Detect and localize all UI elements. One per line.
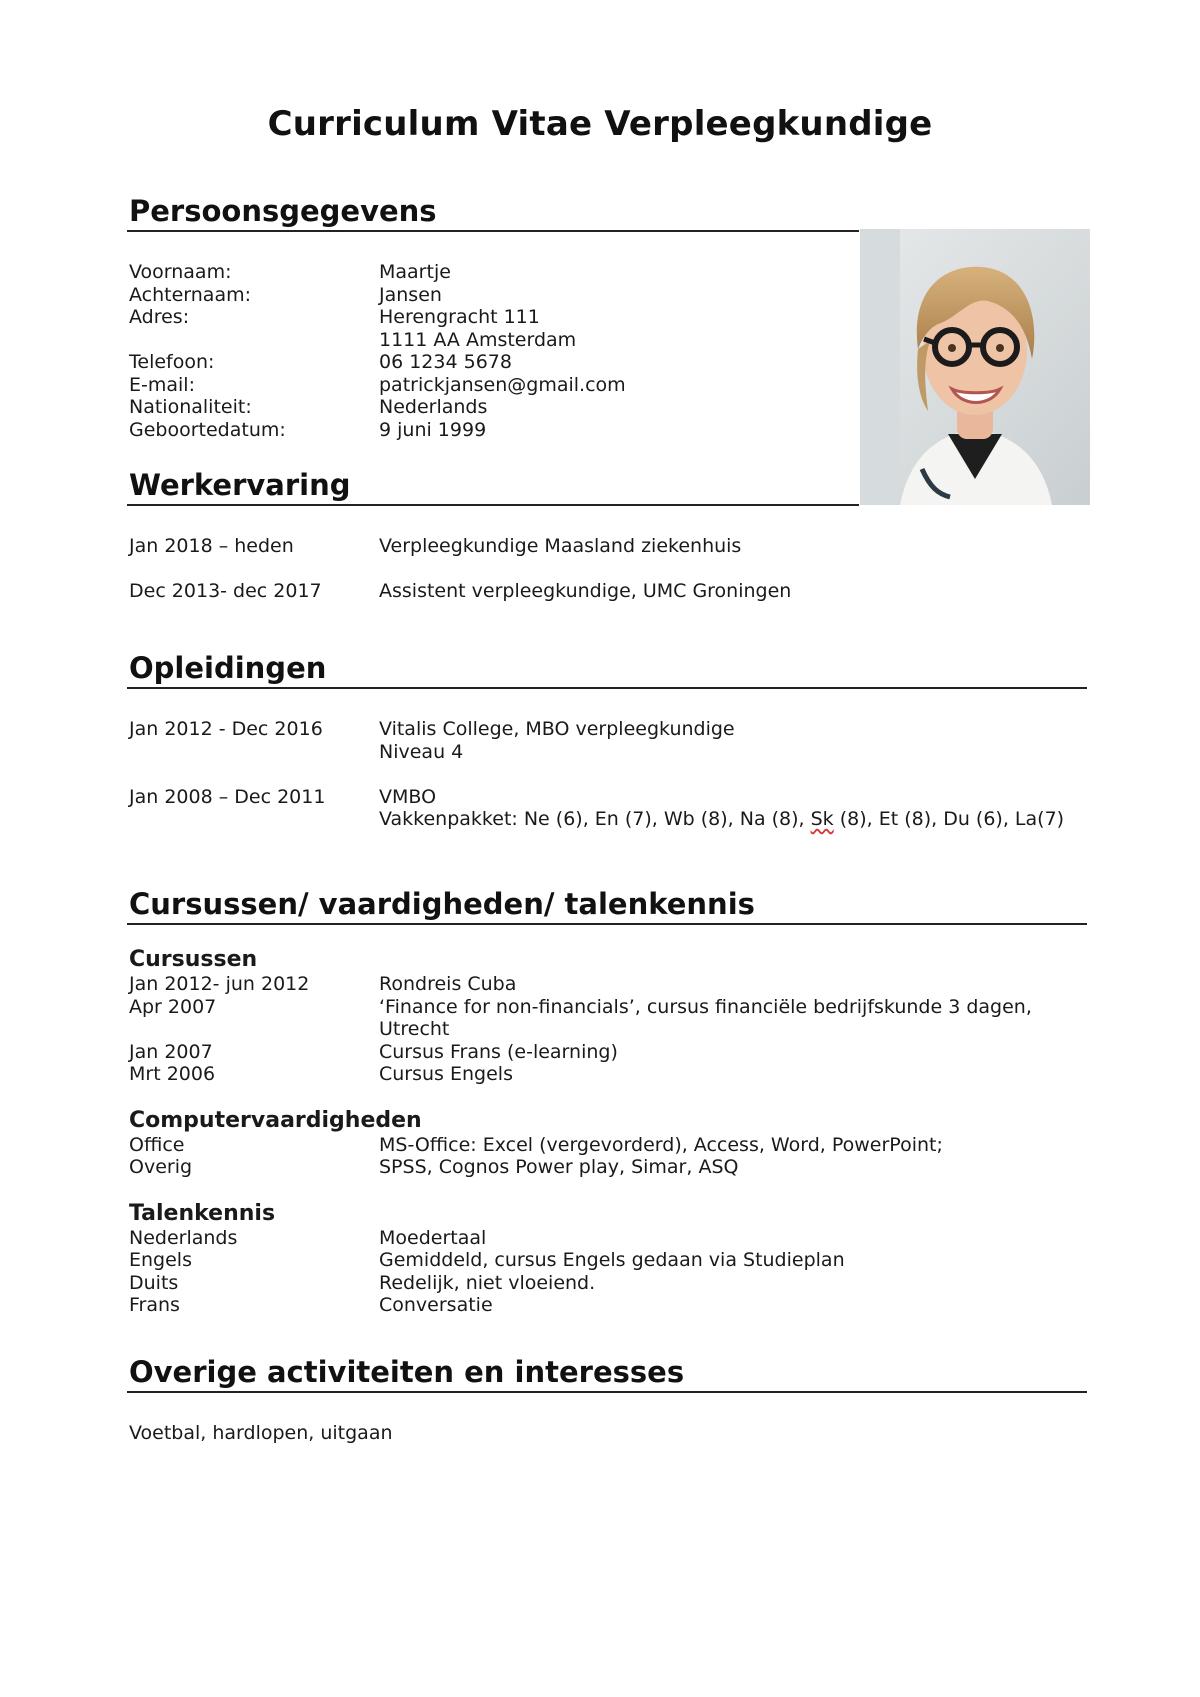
personal-value: Maartje bbox=[379, 261, 451, 283]
personal-value: patrickjansen@gmail.com bbox=[379, 373, 626, 396]
subheading-courses: Cursussen bbox=[129, 947, 258, 972]
education-detail: Niveau 4 bbox=[379, 740, 464, 763]
language-level: Conversatie bbox=[379, 1294, 493, 1316]
work-role: Assistent verpleegkundige, UMC Groningen bbox=[379, 580, 792, 602]
work-row bbox=[127, 580, 1087, 603]
spellcheck-word: Sk bbox=[810, 808, 834, 830]
course-row bbox=[127, 1018, 1087, 1041]
education-row bbox=[127, 786, 1087, 809]
section-heading-work: Werkervaring bbox=[127, 466, 859, 506]
education-school: Vitalis College, MBO verpleegkundige bbox=[379, 718, 735, 740]
languages-list bbox=[127, 1227, 1087, 1317]
languages-block bbox=[127, 1201, 1087, 1317]
personal-label: Nationaliteit: bbox=[129, 396, 252, 418]
personal-value: 9 juni 1999 bbox=[379, 418, 487, 441]
course-row bbox=[127, 996, 1087, 1019]
work-row bbox=[127, 535, 1087, 558]
personal-label: Voornaam: bbox=[129, 261, 232, 283]
course-text: Utrecht bbox=[379, 1018, 450, 1040]
language-label: Nederlands bbox=[129, 1226, 238, 1249]
section-skills bbox=[127, 885, 1087, 1317]
language-level: Redelijk, niet vloeiend. bbox=[379, 1271, 596, 1294]
work-list bbox=[127, 535, 1087, 603]
personal-value: Herengracht 111 bbox=[379, 306, 540, 328]
education-period: Jan 2008 – Dec 2011 bbox=[129, 785, 326, 808]
computer-label: Office bbox=[129, 1133, 185, 1156]
course-row bbox=[127, 1063, 1087, 1086]
subheading-languages: Talenkennis bbox=[129, 1200, 276, 1226]
subheading-computer: Computervaardigheden bbox=[129, 1107, 422, 1133]
interests-text: Voetbal, hardlopen, uitgaan bbox=[129, 1422, 393, 1444]
section-heading-education: Opleidingen bbox=[127, 649, 1087, 689]
personal-label: E-mail: bbox=[129, 373, 195, 396]
section-work bbox=[127, 466, 1087, 603]
education-subjects bbox=[379, 808, 1064, 831]
personal-label: Telefoon: bbox=[129, 351, 215, 373]
subjects-text: (8), Et (8), Du (6), La(7) bbox=[833, 808, 1065, 830]
course-text: Cursus Frans (e-learning) bbox=[379, 1040, 618, 1063]
courses-block bbox=[127, 947, 1087, 1086]
course-date: Jan 2007 bbox=[129, 1040, 213, 1063]
computer-block bbox=[127, 1108, 1087, 1179]
education-list bbox=[127, 718, 1087, 831]
language-row bbox=[127, 1227, 1087, 1250]
computer-text: MS-Office: Excel (vergevorderd), Access, Word, PowerPoint; bbox=[379, 1133, 943, 1156]
language-row bbox=[127, 1272, 1087, 1295]
course-text: ‘Finance for non-financials’, cursus financiële bedrijfskunde 3 dagen, bbox=[379, 995, 1032, 1018]
section-education bbox=[127, 649, 1087, 831]
language-row bbox=[127, 1294, 1087, 1317]
work-period: Jan 2018 – heden bbox=[129, 535, 294, 557]
computer-text: SPSS, Cognos Power play, Simar, ASQ bbox=[379, 1156, 739, 1178]
education-row bbox=[127, 718, 1087, 741]
education-row bbox=[127, 808, 1087, 831]
personal-value: Jansen bbox=[379, 283, 442, 306]
language-label: Engels bbox=[129, 1249, 192, 1271]
course-date: Mrt 2006 bbox=[129, 1063, 216, 1085]
education-school: VMBO bbox=[379, 785, 437, 808]
language-level: Moedertaal bbox=[379, 1226, 487, 1249]
personal-value: Nederlands bbox=[379, 396, 488, 418]
language-label: Frans bbox=[129, 1294, 180, 1316]
subjects-text: Vakkenpakket: Ne (6), En (7), Wb (8), Na (8), bbox=[379, 808, 811, 830]
courses-list bbox=[127, 973, 1087, 1086]
course-text: Cursus Engels bbox=[379, 1063, 513, 1085]
language-level: Gemiddeld, cursus Engels gedaan via Studieplan bbox=[379, 1249, 845, 1271]
work-role: Verpleegkundige Maasland ziekenhuis bbox=[379, 535, 742, 557]
personal-value: 1111 AA Amsterdam bbox=[379, 328, 577, 351]
page-title: Curriculum Vitae Verpleegkundige bbox=[267, 104, 933, 144]
personal-value: 06 1234 5678 bbox=[379, 351, 512, 373]
section-heading-skills: Cursussen/ vaardigheden/ talenkennis bbox=[127, 885, 1087, 925]
course-date: Jan 2012- jun 2012 bbox=[129, 973, 310, 995]
work-period: Dec 2013- dec 2017 bbox=[129, 580, 322, 602]
language-row bbox=[127, 1249, 1087, 1272]
computer-label: Overig bbox=[129, 1156, 193, 1178]
language-label: Duits bbox=[129, 1271, 179, 1294]
profile-photo bbox=[860, 229, 1090, 505]
computer-list bbox=[127, 1134, 1087, 1179]
course-date: Apr 2007 bbox=[129, 995, 217, 1018]
education-row bbox=[127, 741, 1087, 764]
section-heading-interests: Overige activiteiten en interesses bbox=[127, 1353, 1087, 1393]
course-row bbox=[127, 1041, 1087, 1064]
course-text: Rondreis Cuba bbox=[379, 973, 517, 995]
computer-row bbox=[127, 1134, 1087, 1157]
personal-label: Geboortedatum: bbox=[129, 418, 286, 441]
personal-label: Achternaam: bbox=[129, 283, 252, 306]
section-interests bbox=[127, 1353, 1087, 1445]
personal-label: Adres: bbox=[129, 306, 190, 328]
education-period: Jan 2012 - Dec 2016 bbox=[129, 718, 323, 740]
section-heading-personal: Persoonsgegevens bbox=[127, 192, 859, 232]
computer-row bbox=[127, 1156, 1087, 1179]
course-row bbox=[127, 973, 1087, 996]
